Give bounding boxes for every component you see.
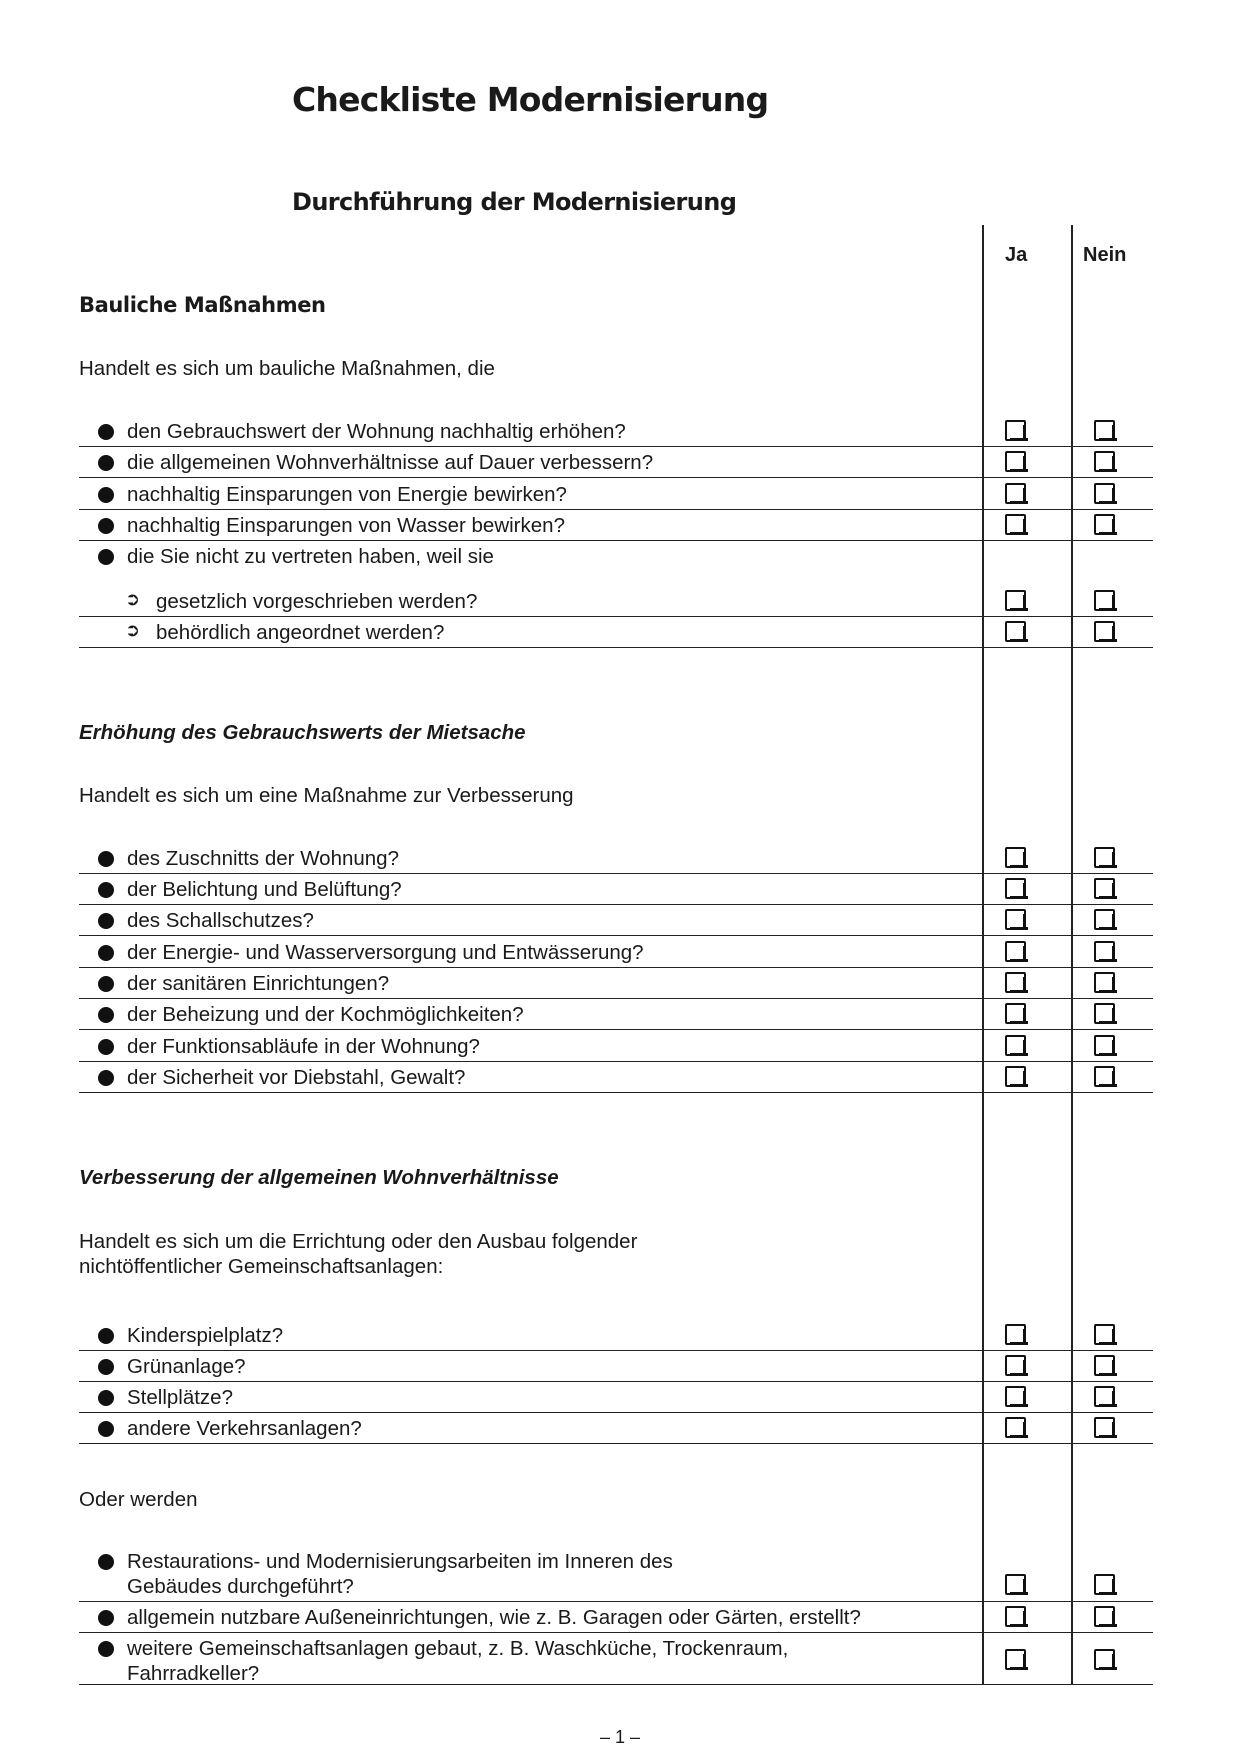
checkbox-nein[interactable] (1094, 1355, 1115, 1376)
checklist-row (79, 449, 1153, 478)
row-text: Grünanlage? (127, 1355, 246, 1378)
section-intro: Handelt es sich um bauliche Maßnahmen, die (79, 357, 495, 380)
bullet-icon (98, 1554, 114, 1570)
checkbox-ja[interactable] (1005, 878, 1026, 899)
checklist-row (79, 1353, 1153, 1382)
bullet-icon (98, 1610, 114, 1626)
checklist-row (79, 907, 1153, 936)
section-intro-line: Handelt es sich um die Errichtung oder den Ausbau folgender (79, 1230, 638, 1253)
checkbox-nein[interactable] (1094, 1606, 1115, 1627)
bullet-icon (98, 487, 114, 503)
row-text: des Schallschutzes? (127, 909, 314, 932)
section-intro: Oder werden (79, 1488, 198, 1511)
checklist-row (79, 1001, 1153, 1030)
bullet-icon (98, 945, 114, 961)
checkbox-nein[interactable] (1094, 483, 1115, 504)
checkbox-ja[interactable] (1005, 1417, 1026, 1438)
row-text-continued: Fahrradkeller? (127, 1662, 260, 1685)
checkbox-ja[interactable] (1005, 483, 1026, 504)
checklist-row (79, 512, 1153, 541)
bullet-icon (98, 424, 114, 440)
checkbox-ja[interactable] (1005, 847, 1026, 868)
checkbox-ja[interactable] (1005, 1606, 1026, 1627)
checkbox-nein[interactable] (1094, 847, 1115, 868)
row-text: der Sicherheit vor Diebstahl, Gewalt? (127, 1066, 466, 1089)
row-text: der Belichtung und Belüftung? (127, 878, 402, 901)
row-text: nachhaltig Einsparungen von Energie bewirken? (127, 483, 567, 506)
column-header-ja: Ja (1005, 244, 1028, 266)
bullet-icon (98, 1421, 114, 1437)
bullet-icon (98, 1007, 114, 1023)
checkbox-nein[interactable] (1094, 1417, 1115, 1438)
checkbox-nein[interactable] (1094, 1386, 1115, 1407)
checkbox-ja[interactable] (1005, 1035, 1026, 1056)
column-header-nein: Nein (1083, 244, 1127, 266)
row-text: der Funktionsabläufe in der Wohnung? (127, 1035, 480, 1058)
checkbox-ja[interactable] (1005, 1386, 1026, 1407)
checkbox-nein[interactable] (1094, 621, 1115, 642)
checkbox-ja[interactable] (1005, 909, 1026, 930)
row-text: des Zuschnitts der Wohnung? (127, 847, 399, 870)
section-heading-wohnverhaeltnisse: Verbesserung der allgemeinen Wohnverhältnisse (79, 1166, 559, 1189)
checkbox-nein[interactable] (1094, 451, 1115, 472)
row-text: der sanitären Einrichtungen? (127, 972, 390, 995)
bullet-icon (98, 913, 114, 929)
bullet-icon (98, 455, 114, 471)
checklist-row (79, 1415, 1153, 1444)
checkbox-ja[interactable] (1005, 420, 1026, 441)
checkbox-ja[interactable] (1005, 972, 1026, 993)
checkbox-nein[interactable] (1094, 420, 1115, 441)
arrow-icon: ➲ (125, 589, 141, 609)
checkbox-ja[interactable] (1005, 1355, 1026, 1376)
checkbox-nein[interactable] (1094, 1649, 1115, 1670)
section-intro (79, 1229, 637, 1279)
checkbox-ja[interactable] (1005, 451, 1026, 472)
checklist-row (79, 1548, 1153, 1602)
checkbox-nein[interactable] (1094, 1066, 1115, 1087)
section-intro-line: nichtöffentlicher Gemeinschaftsanlagen: (79, 1255, 444, 1278)
checkbox-nein[interactable] (1094, 909, 1115, 930)
checklist-row (79, 1384, 1153, 1413)
checkbox-nein[interactable] (1094, 1574, 1115, 1595)
row-text: der Beheizung und der Kochmöglichkeiten? (127, 1003, 524, 1026)
page-title: Checkliste Modernisierung (292, 80, 769, 119)
row-text: Kinderspielplatz? (127, 1324, 284, 1347)
bullet-icon (98, 549, 114, 565)
checkbox-nein[interactable] (1094, 590, 1115, 611)
bullet-icon (98, 518, 114, 534)
row-text: behördlich angeordnet werden? (156, 621, 445, 644)
row-text: die Sie nicht zu vertreten haben, weil sie (127, 545, 494, 568)
row-text: allgemein nutzbare Außeneinrichtungen, wie z. B. Garagen oder Gärten, erstellt? (127, 1606, 861, 1629)
checkbox-nein[interactable] (1094, 972, 1115, 993)
checkbox-nein[interactable] (1094, 1324, 1115, 1345)
bullet-icon (98, 1641, 114, 1657)
checkbox-ja[interactable] (1005, 1066, 1026, 1087)
checklist-subrow (79, 588, 1153, 617)
checkbox-ja[interactable] (1005, 1649, 1026, 1670)
checkbox-nein[interactable] (1094, 941, 1115, 962)
bullet-icon (98, 882, 114, 898)
checkbox-nein[interactable] (1094, 1035, 1115, 1056)
arrow-icon: ➲ (125, 620, 141, 640)
checklist-row (79, 1322, 1153, 1351)
bullet-icon (98, 1070, 114, 1086)
checklist-row (79, 1033, 1153, 1062)
row-text: der Energie- und Wasserversorgung und Entwässerung? (127, 941, 644, 964)
row-text: weitere Gemeinschaftsanlagen gebaut, z. B. Waschküche, Trockenraum, (127, 1637, 789, 1660)
page-number: – 1 – (599, 1727, 641, 1747)
bullet-icon (98, 1328, 114, 1344)
checklist-row (79, 1604, 1153, 1633)
checkbox-ja[interactable] (1005, 514, 1026, 535)
checkbox-ja[interactable] (1005, 1324, 1026, 1345)
bullet-icon (98, 1359, 114, 1375)
checklist-row (79, 418, 1153, 447)
checklist-row (79, 1635, 1153, 1685)
checkbox-ja[interactable] (1005, 621, 1026, 642)
row-text: Restaurations- und Modernisierungsarbeiten im Inneren des (127, 1550, 673, 1573)
checklist-row (79, 939, 1153, 968)
row-text-continued: Gebäudes durchgeführt? (127, 1575, 354, 1598)
page-subtitle: Durchführung der Modernisierung (292, 188, 737, 216)
section-intro: Handelt es sich um eine Maßnahme zur Verbesserung (79, 784, 574, 807)
checklist-row (79, 1064, 1153, 1093)
checklist-subrow (79, 619, 1153, 648)
row-text: gesetzlich vorgeschrieben werden? (156, 590, 478, 613)
bullet-icon (98, 976, 114, 992)
checklist-row (79, 481, 1153, 510)
section-heading-gebrauchswert: Erhöhung des Gebrauchswerts der Mietsache (79, 721, 526, 744)
bullet-icon (98, 1039, 114, 1055)
checkbox-nein[interactable] (1094, 1003, 1115, 1024)
checkbox-nein[interactable] (1094, 878, 1115, 899)
checkbox-ja[interactable] (1005, 941, 1026, 962)
bullet-icon (98, 1390, 114, 1406)
row-text: Stellplätze? (127, 1386, 233, 1409)
checklist-row (79, 876, 1153, 905)
row-text: die allgemeinen Wohnverhältnisse auf Dauer verbessern? (127, 451, 654, 474)
checkbox-nein[interactable] (1094, 514, 1115, 535)
checklist-row (79, 543, 1153, 571)
bullet-icon (98, 851, 114, 867)
row-text: andere Verkehrsanlagen? (127, 1417, 362, 1440)
checklist-row (79, 970, 1153, 999)
row-text: den Gebrauchswert der Wohnung nachhaltig erhöhen? (127, 420, 626, 443)
checkbox-ja[interactable] (1005, 1003, 1026, 1024)
checkbox-ja[interactable] (1005, 1574, 1026, 1595)
checkbox-ja[interactable] (1005, 590, 1026, 611)
section-heading-bauliche-massnahmen: Bauliche Maßnahmen (79, 293, 326, 317)
checklist-row (79, 845, 1153, 874)
row-text: nachhaltig Einsparungen von Wasser bewirken? (127, 514, 565, 537)
